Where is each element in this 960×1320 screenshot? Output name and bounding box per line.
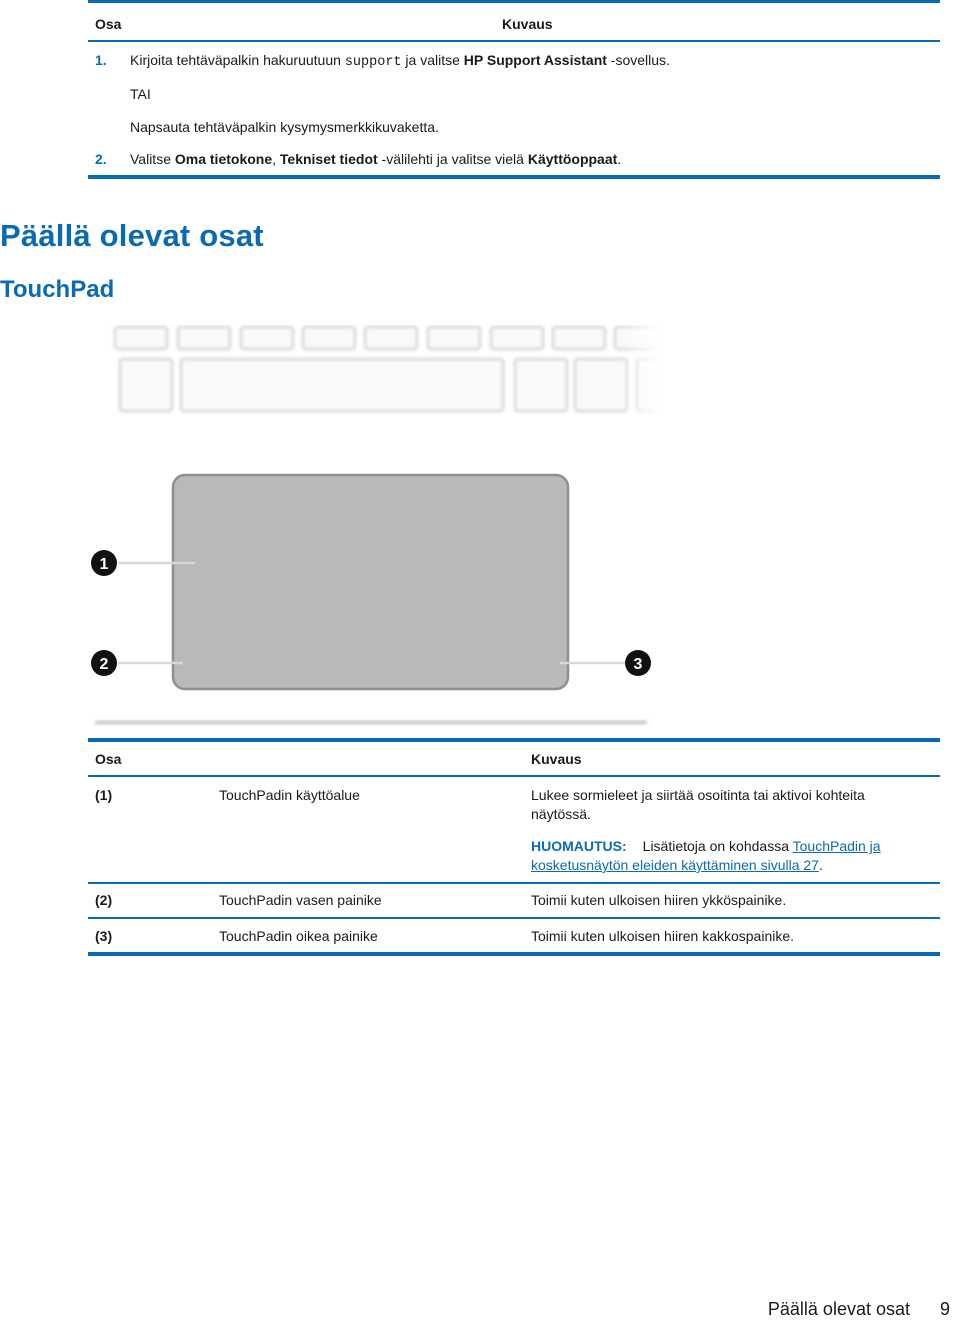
description-line: Toimii kuten ulkoisen hiiren kakkospainike. xyxy=(531,928,795,944)
table-top-rule xyxy=(88,738,940,742)
palm-rest-edge xyxy=(95,720,647,725)
component-name: TouchPadin käyttöalue xyxy=(219,787,360,803)
header-description: Kuvaus xyxy=(502,16,553,32)
component-name: TouchPadin oikea painike xyxy=(219,928,378,944)
instructions-table: Osa Kuvaus 1. Kirjoita tehtäväpalkin hakuruutuun support ja valitse HP Support Assistant -sovellus. TAI Napsauta tehtäväpalkin kysymysmerkkikuvaketta. 2. Valitse Oma tietokone, Tekniset tiedot -välilehti ja valitse vielä Käyttöoppaat. xyxy=(88,0,940,42)
touchpad-illustration xyxy=(85,325,660,735)
step-text: Kirjoita tehtäväpalkin hakuruutuun support ja valitse HP Support Assistant -sovellus. xyxy=(130,52,670,70)
table-bottom-rule xyxy=(88,952,940,956)
subsection-title: TouchPad xyxy=(0,276,115,303)
header-description: Kuvaus xyxy=(531,751,582,767)
callout-1 xyxy=(91,550,117,576)
touchpad-gestures-link[interactable]: TouchPadin ja xyxy=(792,838,881,854)
app-name: HP Support Assistant xyxy=(463,52,607,68)
section-title: Päällä olevat osat xyxy=(0,218,264,253)
callout-2 xyxy=(91,650,117,676)
note-label: HUOMAUTUS: xyxy=(531,838,627,854)
code-support: support xyxy=(344,55,402,70)
table-bottom-rule xyxy=(88,175,940,179)
page-footer xyxy=(768,1299,950,1320)
instructions-table-header xyxy=(88,0,940,42)
description-line: Lukee sormieleet ja siirtää osoitinta tai aktivoi kohteita xyxy=(531,787,865,803)
callout-3 xyxy=(625,650,651,676)
note: HUOMAUTUS: Lisätietoja on kohdassa TouchPadin ja xyxy=(531,838,881,854)
svg-text:3: 3 xyxy=(633,656,643,673)
footer-section: Päällä olevat osat xyxy=(767,1299,910,1319)
header-rule xyxy=(88,775,940,777)
row-rule xyxy=(88,882,940,884)
row-number: (2) xyxy=(95,892,113,908)
description-line: näytössä. xyxy=(531,806,591,822)
step-text: Valitse Oma tietokone, Tekniset tiedot -välilehti ja valitse vielä Käyttöoppaat. xyxy=(130,151,622,167)
header-part: Osa xyxy=(95,16,122,32)
step-number: 2. xyxy=(95,151,107,167)
note-continued: kosketusnäytön eleiden käyttäminen sivulla 27. xyxy=(531,857,823,873)
touchpad-gestures-link-continued[interactable]: kosketusnäytön eleiden käyttäminen sivulla 27 xyxy=(531,857,819,873)
row-number: (1) xyxy=(95,787,113,803)
step-number: 1. xyxy=(95,52,107,68)
svg-text:2: 2 xyxy=(99,656,109,673)
component-name: TouchPadin vasen painike xyxy=(219,892,382,908)
svg-text:1: 1 xyxy=(99,556,109,573)
row-rule xyxy=(88,917,940,919)
touchpad-surface xyxy=(173,475,568,689)
header-part: Osa xyxy=(95,751,122,767)
page-number: 9 xyxy=(939,1299,950,1319)
row-number: (3) xyxy=(95,928,113,944)
description-line: Toimii kuten ulkoisen hiiren ykköspainike. xyxy=(531,892,787,908)
